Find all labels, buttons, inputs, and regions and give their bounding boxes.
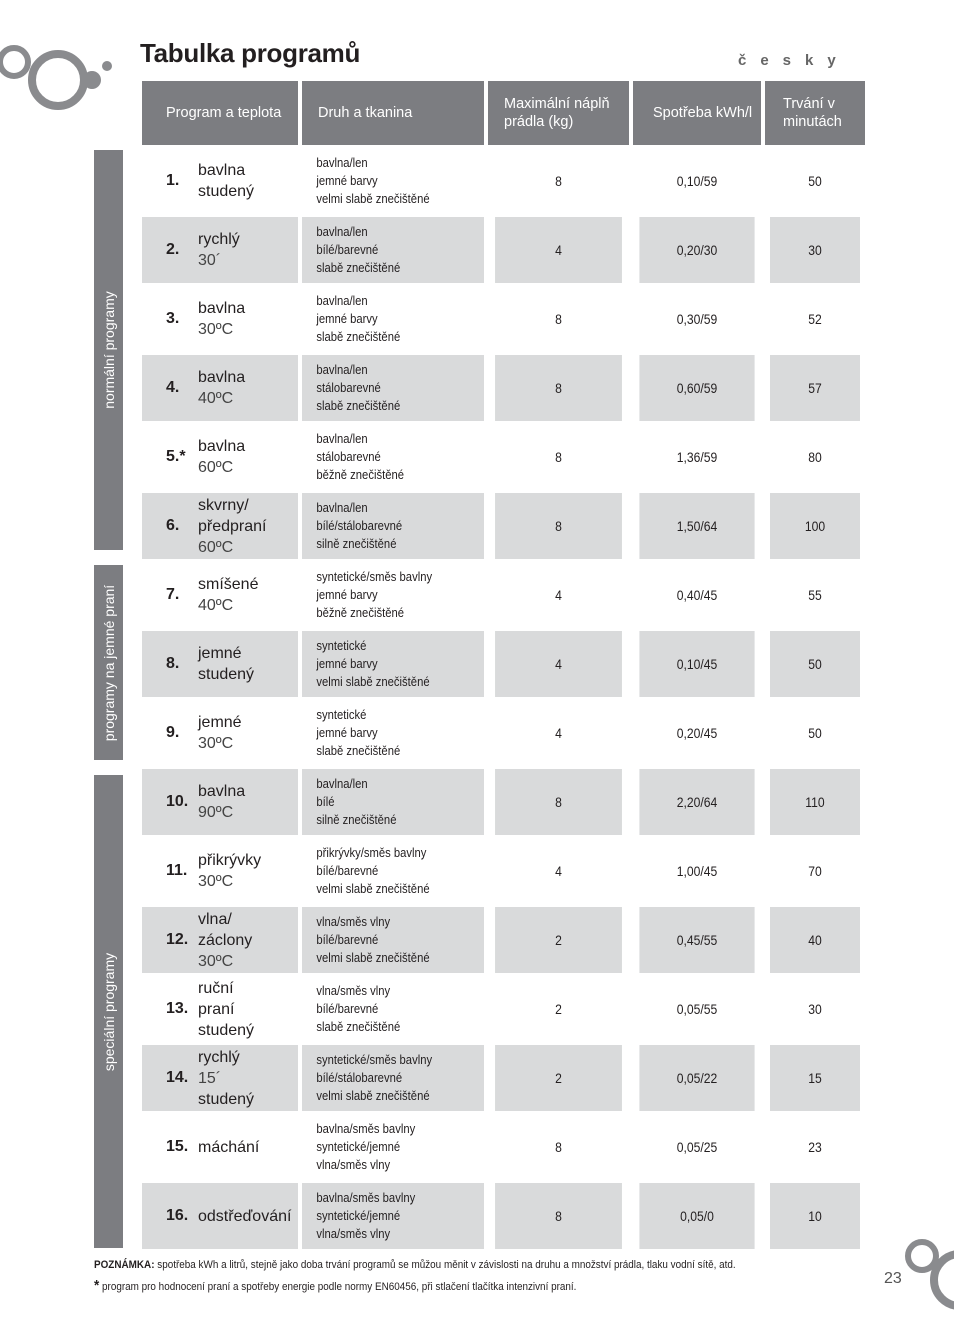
program-name xyxy=(198,643,254,685)
program-number: 11. xyxy=(166,862,188,879)
consumption-cell: 1,00/45 xyxy=(676,863,718,879)
program-name-line: 90ºC xyxy=(198,804,234,821)
load-cell: 8 xyxy=(555,173,562,189)
duration-cell: 40 xyxy=(770,907,860,973)
program-name-line: rychlý xyxy=(198,1048,240,1066)
program-number: 9. xyxy=(166,724,180,741)
fabric-line: běžně znečištěné xyxy=(316,468,404,482)
program-name-line: záclony xyxy=(198,931,253,949)
consumption-cell: 0,05/0 xyxy=(639,1183,754,1249)
page-title: Tabulka programů xyxy=(140,38,361,68)
duration-cell: 52 xyxy=(808,311,822,327)
consumption-cell: 0,45/55 xyxy=(639,907,754,973)
duration-cell: 30 xyxy=(770,217,860,283)
fabric-cell xyxy=(302,769,484,835)
fabric-line: bavlna/směs bavlny xyxy=(316,1191,416,1205)
program-number: 3. xyxy=(166,310,180,327)
program-name-line: 60ºC xyxy=(198,459,234,476)
program-name-line: vlna/ xyxy=(198,910,232,928)
program-cell xyxy=(142,631,298,697)
fabric-line: bavlna/len xyxy=(316,363,368,377)
program-name-line: 30ºC xyxy=(198,952,234,970)
page-number: 23 xyxy=(884,1270,902,1287)
program-cell xyxy=(142,355,298,421)
fabric-cell xyxy=(302,976,484,1042)
duration-cell: 55 xyxy=(808,587,822,603)
table-row xyxy=(142,631,865,697)
load-cell: 4 xyxy=(555,863,562,879)
table-row xyxy=(142,217,865,283)
program-cell xyxy=(142,562,298,628)
fabric-line: velmi slabě znečištěné xyxy=(316,951,430,965)
consumption-cell: 0,05/25 xyxy=(676,1139,718,1155)
program-name-line: studený xyxy=(198,183,255,200)
program-number: 14. xyxy=(166,1069,189,1086)
fabric-line: bavlna/len xyxy=(316,156,368,170)
fabric-line: bavlna/len xyxy=(316,777,368,791)
footnote-text: spotřeba kWh a litrů, stejně jako doba trvání programů se můžou měnit v závislosti na druhu a množství prádla, tlaku vodní sítě, atd. xyxy=(154,1259,736,1271)
fabric-line: bílé/stálobarevné xyxy=(316,1071,403,1085)
table-row xyxy=(142,286,865,352)
table-row xyxy=(142,1045,865,1111)
consumption-cell: 0,10/45 xyxy=(639,631,754,697)
program-table xyxy=(138,78,869,1252)
fabric-line: slabě znečištěné xyxy=(316,261,401,275)
program-name-line: bavlna xyxy=(198,438,246,455)
fabric-line: slabě znečištěné xyxy=(316,399,401,413)
fabric-line: jemné barvy xyxy=(316,174,378,188)
fabric-line: bavlna/len xyxy=(316,225,368,239)
program-name xyxy=(198,712,242,754)
program-cell xyxy=(142,700,298,766)
fabric-line: velmi slabě znečištěné xyxy=(316,1089,430,1103)
program-cell xyxy=(142,148,298,214)
program-name-line: jemné xyxy=(198,645,242,662)
duration-cell: 100 xyxy=(770,493,860,559)
program-cell xyxy=(142,1183,298,1249)
duration-cell: 110 xyxy=(770,769,860,835)
fabric-line: bílé/barevné xyxy=(316,933,379,947)
load-cell: 2 xyxy=(495,1045,622,1111)
consumption-cell: 0,60/59 xyxy=(639,355,754,421)
program-cell xyxy=(142,907,298,973)
header-fabric: Druh a tkanina xyxy=(302,81,484,145)
program-number: 15. xyxy=(166,1138,189,1155)
fabric-cell xyxy=(302,1183,484,1249)
side-label-delicate-text: programy na jemné praní xyxy=(100,584,117,741)
language-label: česky xyxy=(738,52,850,69)
program-name xyxy=(198,850,261,892)
load-cell: 8 xyxy=(555,1139,562,1155)
fabric-line: stálobarevné xyxy=(316,381,381,395)
consumption-cell: 0,20/45 xyxy=(676,725,718,741)
load-cell: 8 xyxy=(495,355,622,421)
fabric-cell xyxy=(302,424,484,490)
table-row xyxy=(142,148,865,214)
load-cell: 8 xyxy=(495,1183,622,1249)
program-name-line: studený xyxy=(198,666,255,683)
fabric-line: jemné barvy xyxy=(316,588,378,602)
program-name-line: skvrny/ xyxy=(198,496,249,514)
program-cell xyxy=(142,424,298,490)
fabric-line: bavlna/len xyxy=(316,501,368,515)
consumption-cell: 0,40/45 xyxy=(676,587,718,603)
program-name-line: odstřeďování xyxy=(198,1207,292,1225)
program-number: 16. xyxy=(166,1207,189,1224)
table-row xyxy=(142,493,865,559)
program-name-line: 30´ xyxy=(198,252,222,269)
footnote-star xyxy=(94,1277,576,1294)
fabric-line: velmi slabě znečištěné xyxy=(316,192,430,206)
program-name-line: 30ºC xyxy=(198,873,234,890)
program-name xyxy=(198,229,240,271)
fabric-cell xyxy=(302,286,484,352)
consumption-cell: 2,20/64 xyxy=(639,769,754,835)
program-name-line: 30ºC xyxy=(198,735,234,752)
fabric-line: vlna/směs vlny xyxy=(316,1158,391,1172)
program-number: 2. xyxy=(166,241,180,258)
fabric-line: silně znečištěné xyxy=(316,537,397,551)
fabric-cell xyxy=(302,355,484,421)
side-label-special-text: speciální programy xyxy=(100,952,117,1071)
fabric-line: slabě znečištěné xyxy=(316,744,401,758)
consumption-cell: 0,10/59 xyxy=(676,173,718,189)
table-row xyxy=(142,424,865,490)
program-number: 7. xyxy=(166,586,180,603)
program-name xyxy=(198,495,267,558)
duration-cell: 50 xyxy=(770,631,860,697)
fabric-line: syntetické/směs bavlny xyxy=(316,1053,433,1067)
fabric-cell xyxy=(302,562,484,628)
table-row xyxy=(142,769,865,835)
fabric-line: běžně znečištěné xyxy=(316,606,404,620)
fabric-cell xyxy=(302,700,484,766)
fabric-cell xyxy=(302,1045,484,1111)
side-label-normal xyxy=(94,150,123,550)
fabric-line: slabě znečištěné xyxy=(316,1020,401,1034)
program-name-line: 40ºC xyxy=(198,390,234,407)
table-row xyxy=(142,838,865,904)
program-cell xyxy=(142,286,298,352)
load-cell: 4 xyxy=(495,631,622,697)
program-number: 6. xyxy=(166,517,180,534)
program-name xyxy=(198,298,245,340)
program-name-line: předpraní xyxy=(198,517,267,535)
duration-cell: 50 xyxy=(808,725,822,741)
program-name xyxy=(198,909,252,972)
table-row xyxy=(142,1114,865,1180)
load-cell: 4 xyxy=(555,587,562,603)
program-cell xyxy=(142,217,298,283)
table-row xyxy=(142,907,865,973)
program-name-line: bavlna xyxy=(198,783,246,800)
load-cell: 4 xyxy=(555,725,562,741)
program-name-line: 30ºC xyxy=(198,321,234,338)
fabric-line: jemné barvy xyxy=(316,726,378,740)
duration-cell: 30 xyxy=(808,1001,822,1017)
fabric-cell xyxy=(302,838,484,904)
fabric-line: bílé/barevné xyxy=(316,864,379,878)
program-cell xyxy=(142,769,298,835)
fabric-line: jemné barvy xyxy=(316,657,378,671)
program-name-line: máchání xyxy=(198,1138,260,1156)
program-name xyxy=(198,978,254,1041)
decorative-circles-icon xyxy=(0,38,118,118)
load-cell: 8 xyxy=(495,769,622,835)
program-name-line: smíšené xyxy=(198,576,259,593)
program-cell xyxy=(142,976,298,1042)
fabric-line: bavlna/len xyxy=(316,294,368,308)
fabric-line: slabě znečištěné xyxy=(316,330,401,344)
load-cell: 4 xyxy=(495,217,622,283)
table-header-row xyxy=(142,81,865,145)
duration-cell: 57 xyxy=(770,355,860,421)
footnote-star-text: program pro hodnocení praní a spotřeby energie podle normy EN60456, při stlačení tlačítka intenzivní praní. xyxy=(99,1281,577,1293)
fabric-line: bílé/stálobarevné xyxy=(316,519,403,533)
fabric-line: velmi slabě znečištěné xyxy=(316,882,430,896)
fabric-line: vlna/směs vlny xyxy=(316,1227,391,1241)
load-cell: 2 xyxy=(495,907,622,973)
program-number: 12. xyxy=(166,931,189,948)
load-cell: 2 xyxy=(555,1001,562,1017)
duration-cell: 23 xyxy=(808,1139,822,1155)
duration-cell: 70 xyxy=(808,863,822,879)
program-name xyxy=(198,1206,291,1227)
header-duration: Trvání v minutách xyxy=(765,81,865,145)
program-name xyxy=(198,160,254,202)
consumption-cell: 1,50/64 xyxy=(639,493,754,559)
fabric-line: stálobarevné xyxy=(316,450,381,464)
side-label-normal-text: normální programy xyxy=(100,291,117,409)
fabric-line: vlna/směs vlny xyxy=(316,915,391,929)
header-program: Program a teplota xyxy=(142,81,298,145)
side-label-delicate xyxy=(94,565,123,760)
duration-cell: 50 xyxy=(808,173,822,189)
fabric-line: bavlna/len xyxy=(316,432,368,446)
program-name-line: praní xyxy=(198,1000,235,1018)
fabric-line: přikrývky/směs bavlny xyxy=(316,846,427,860)
fabric-line: syntetické xyxy=(316,708,367,722)
program-name xyxy=(198,436,245,478)
fabric-line: syntetické/směs bavlny xyxy=(316,570,433,584)
header-consumption: Spotřeba kWh/l xyxy=(633,81,761,145)
program-name-line: rychlý xyxy=(198,231,240,248)
table-row xyxy=(142,976,865,1042)
fabric-cell xyxy=(302,631,484,697)
fabric-line: syntetické/jemné xyxy=(316,1140,401,1154)
table-row xyxy=(142,562,865,628)
consumption-cell: 0,05/55 xyxy=(676,1001,718,1017)
program-cell xyxy=(142,838,298,904)
program-number: 13. xyxy=(166,1000,189,1017)
load-cell: 8 xyxy=(495,493,622,559)
load-cell: 8 xyxy=(555,311,562,327)
duration-cell: 15 xyxy=(770,1045,860,1111)
program-name-line: 15´ xyxy=(198,1069,222,1087)
program-number: 5.* xyxy=(166,448,186,465)
consumption-cell: 0,20/30 xyxy=(639,217,754,283)
program-number: 8. xyxy=(166,655,180,672)
duration-cell: 10 xyxy=(770,1183,860,1249)
load-cell: 8 xyxy=(555,449,562,465)
header-load: Maximální náplň prádla (kg) xyxy=(488,81,629,145)
fabric-line: velmi slabě znečištěné xyxy=(316,675,430,689)
program-name-line: 60ºC xyxy=(198,538,234,556)
footnote xyxy=(94,1259,736,1271)
side-label-special xyxy=(94,775,123,1248)
fabric-line: syntetické xyxy=(316,639,367,653)
fabric-cell xyxy=(302,493,484,559)
program-number: 1. xyxy=(166,172,180,189)
fabric-line: silně znečištěné xyxy=(316,813,397,827)
fabric-cell xyxy=(302,148,484,214)
program-cell xyxy=(142,1114,298,1180)
program-name-line: bavlna xyxy=(198,162,246,179)
program-name xyxy=(198,574,258,616)
fabric-line: bílé xyxy=(316,795,335,809)
program-name xyxy=(198,1047,254,1110)
duration-cell: 80 xyxy=(808,449,822,465)
consumption-cell: 0,05/22 xyxy=(639,1045,754,1111)
consumption-cell: 0,30/59 xyxy=(676,311,718,327)
program-name-line: 40ºC xyxy=(198,597,234,614)
fabric-line: bavlna/směs bavlny xyxy=(316,1122,416,1136)
fabric-line: bílé/barevné xyxy=(316,243,379,257)
fabric-line: bílé/barevné xyxy=(316,1002,379,1016)
table-row xyxy=(142,700,865,766)
program-cell xyxy=(142,493,298,559)
fabric-cell xyxy=(302,217,484,283)
program-name-line: studený xyxy=(198,1021,255,1039)
footnote-label: POZNÁMKA: xyxy=(94,1259,155,1271)
fabric-line: syntetické/jemné xyxy=(316,1209,401,1223)
fabric-cell xyxy=(302,1114,484,1180)
consumption-cell: 1,36/59 xyxy=(676,449,718,465)
program-name-line: bavlna xyxy=(198,300,246,317)
fabric-line: jemné barvy xyxy=(316,312,378,326)
program-number: 4. xyxy=(166,379,180,396)
table-row xyxy=(142,355,865,421)
program-name-line: přikrývky xyxy=(198,852,262,869)
fabric-cell xyxy=(302,907,484,973)
program-name-line: jemné xyxy=(198,714,242,731)
program-cell xyxy=(142,1045,298,1111)
program-name-line: ruční xyxy=(198,979,234,997)
program-name-line: bavlna xyxy=(198,369,246,386)
program-name xyxy=(198,781,245,823)
program-number: 10. xyxy=(166,793,189,810)
table-row xyxy=(142,1183,865,1249)
decorative-circles-corner-icon xyxy=(900,1232,954,1312)
program-name xyxy=(198,367,245,409)
fabric-line: vlna/směs vlny xyxy=(316,984,391,998)
program-name xyxy=(198,1137,259,1158)
footnote-star-mark: * xyxy=(94,1277,100,1294)
program-name-line: studený xyxy=(198,1090,255,1108)
